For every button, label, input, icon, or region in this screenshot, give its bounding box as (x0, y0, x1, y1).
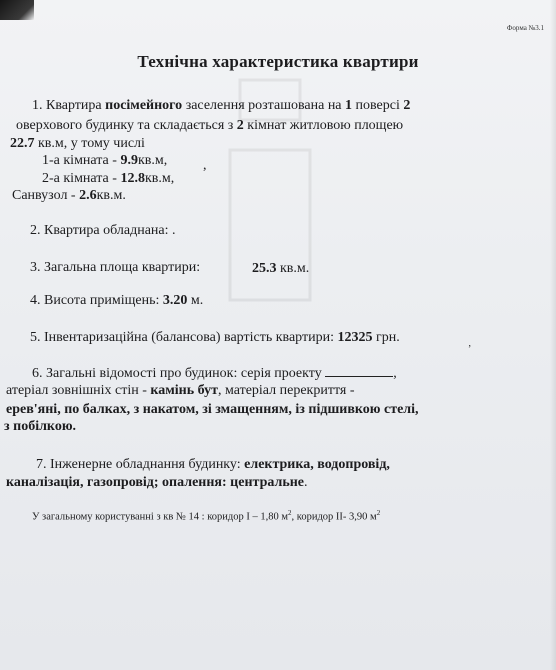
project-series-blank (325, 366, 393, 377)
item6-line3: ерев'яні, по балках, з накатом, зі змащенням, із підшивкою стелі, (6, 402, 419, 417)
form-number: Форма №3.1 (506, 24, 544, 32)
item7-line2: каналізація, газопровід; опалення: центральне. (6, 475, 308, 490)
room1-line: 1-а кімната - 9.9кв.м, (42, 153, 168, 168)
item1-line2: оверхового будинку та складається з 2 кімнат житловою площею (16, 118, 404, 133)
pen-mark: , (203, 158, 207, 173)
room2-line: 2-а кімната - 12.8кв.м, (42, 171, 175, 186)
item1-line1: 1. Квартира посімейного заселення розташована на 1 поверсі 2 (32, 98, 411, 113)
background-corner (0, 0, 34, 20)
item6-line4: з побілкою. (4, 419, 77, 434)
item3-line: 3. Загальна площа квартири: (30, 260, 201, 275)
document-title: Технічна характеристика квартири (137, 52, 419, 71)
item3-value: 25.3 кв.м. (252, 261, 310, 276)
footnote: У загальному користуванні з кв № 14 : коридор І – 1,80 $м^2$, коридор ІІ- 3,90 $м^2$ (32, 509, 381, 523)
item1-line3: 22.7 кв.м, у тому числі (10, 136, 145, 151)
item5-line: 5. Інвентаризаційна (балансова) вартість квартири: 12325 грн. (30, 330, 400, 345)
item2-line: 2. Квартира обладнана: . (30, 223, 176, 238)
item7-line1: 7. Інженерне обладнання будинку: електрика, водопровід, (36, 457, 390, 472)
item6-line2: атеріал зовнішніх стін - камінь бут, матеріал перекриття - (6, 383, 355, 398)
item4-line: 4. Висота приміщень: 3.20 м. (30, 293, 204, 308)
pen-mark-2: ‚ (468, 338, 472, 349)
bathroom-line: Санвузол - 2.6кв.м. (12, 188, 126, 203)
page-edge-shadow (550, 0, 556, 670)
item6-line1: 6. Загальні відомості про будинок: серія проекту , (32, 366, 397, 381)
